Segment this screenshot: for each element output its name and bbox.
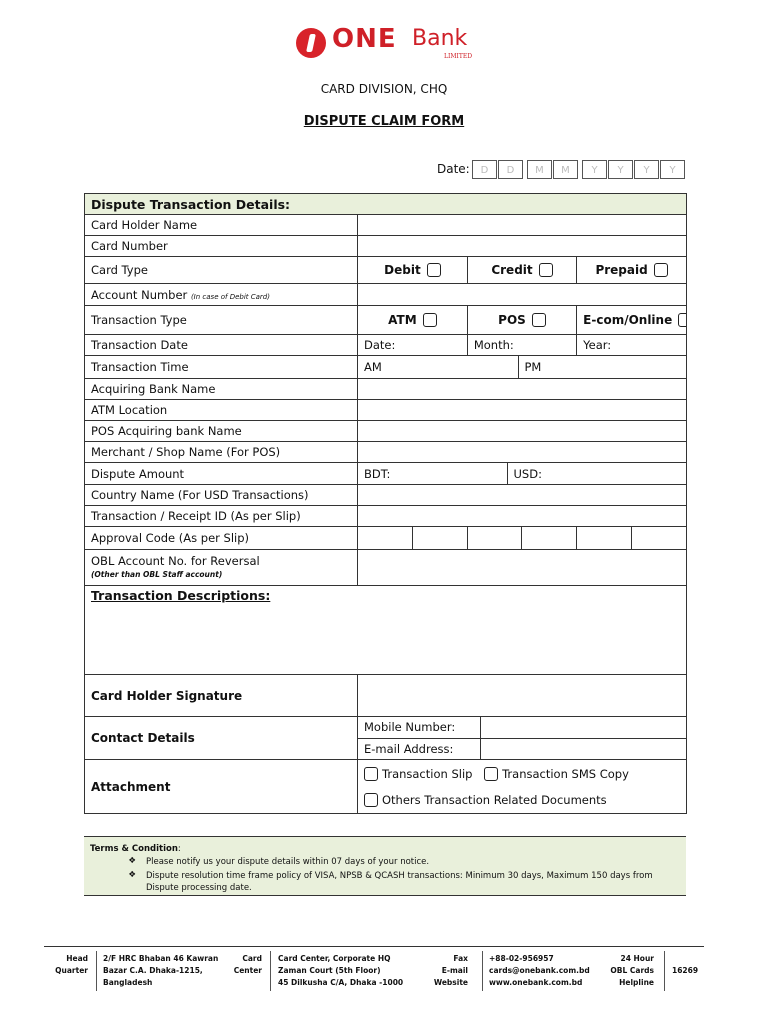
card-number-label: Card Number [85, 236, 358, 257]
logo-mark-icon [296, 28, 326, 58]
card-type-prepaid[interactable] [577, 257, 686, 283]
attachment-label: Attachment [85, 760, 358, 814]
footer-email-link[interactable]: cards@onebank.com.bd [489, 966, 590, 975]
approval-code-boxes [358, 527, 687, 550]
contact-details-label: Contact Details [85, 717, 358, 760]
signature-label: Card Holder Signature [85, 675, 358, 717]
transaction-date-year[interactable]: Year: [577, 335, 686, 355]
footer-helpline-1: 24 Hour [620, 954, 654, 963]
transaction-time-pm[interactable]: PM [518, 356, 686, 378]
date-box-y3[interactable]: Y [634, 160, 659, 179]
account-number-label [85, 284, 358, 306]
card-type-label: Card Type [85, 257, 358, 284]
footer-hq-address-2: Bazar C.A. Dhaka-1215, [103, 966, 203, 975]
terms-item [90, 870, 680, 894]
dispute-amount-usd[interactable]: USD: [507, 463, 686, 484]
credit-checkbox[interactable] [539, 263, 553, 277]
footer-hq-label-2: Quarter [55, 966, 88, 975]
footer-hq-address-1: 2/F HRC Bhaban 46 Kawran [103, 954, 219, 963]
approval-code-box[interactable] [577, 527, 632, 549]
transaction-type-label: Transaction Type [85, 306, 358, 335]
other-documents-label: Others Transaction Related Documents [382, 792, 607, 807]
date-box-y1[interactable]: Y [582, 160, 607, 179]
one-bank-logo [296, 24, 476, 64]
transaction-type-options [358, 306, 687, 335]
terms-item-text: Dispute resolution time frame policy of VISA, NPSB & QCASH transactions: Minimum 30 days, Maximum 150 days from Dispute processing date. [146, 871, 653, 893]
debit-label: Debit [384, 262, 421, 277]
footer-helpline-2: OBL Cards [610, 966, 654, 975]
card-holder-name-field[interactable] [358, 215, 687, 236]
footer-cc-address-2: Zaman Court (5th Floor) [278, 966, 381, 975]
footer-contact-values [489, 953, 599, 989]
card-number-field[interactable] [358, 236, 687, 257]
date-box-m2[interactable]: M [553, 160, 578, 179]
pos-checkbox[interactable] [532, 313, 546, 327]
atm-checkbox[interactable] [423, 313, 437, 327]
transaction-slip-checkbox[interactable] [364, 767, 378, 781]
bullet-icon: ❖ [128, 856, 136, 866]
footer-hq-address-3: Bangladesh [103, 978, 153, 987]
prepaid-label: Prepaid [595, 262, 648, 277]
date-box-d2[interactable]: D [498, 160, 523, 179]
footer-hq-label [44, 953, 88, 977]
logo-one-text: ONE [332, 24, 397, 54]
country-label: Country Name (For USD Transactions) [85, 485, 358, 506]
obl-account-field[interactable] [358, 550, 687, 586]
transaction-date-month[interactable]: Month: [467, 335, 576, 355]
terms-colon: : [177, 844, 181, 854]
pos-acquiring-label: POS Acquiring bank Name [85, 421, 358, 442]
dispute-amount-bdt[interactable]: BDT: [364, 466, 391, 481]
form-title [0, 114, 768, 129]
footer-cc-label-1: Card [242, 954, 262, 963]
receipt-id-label: Transaction / Receipt ID (As per Slip) [85, 506, 358, 527]
transaction-date-label: Transaction Date [85, 335, 358, 356]
section-title: Dispute Transaction Details: [85, 194, 687, 215]
dispute-amount-label: Dispute Amount [85, 463, 358, 485]
attachment-row-1 [364, 761, 680, 787]
atm-location-field[interactable] [358, 400, 687, 421]
obl-account-note: (Other than OBL Staff account) [91, 569, 223, 579]
form-title-text: DISPUTE CLAIM FORM [303, 114, 465, 129]
footer-email-label: E-mail [441, 966, 468, 975]
transaction-type-ecom[interactable] [577, 306, 686, 334]
acquiring-bank-label: Acquiring Bank Name [85, 379, 358, 400]
footer-helpline-number: 16269 [672, 966, 699, 975]
date-box-y4[interactable]: Y [660, 160, 685, 179]
footer-cc-label-2: Center [233, 966, 262, 975]
footer-hq-label-1: Head [66, 954, 88, 963]
ecom-checkbox[interactable] [678, 313, 686, 327]
date-label: Date: [437, 162, 470, 176]
account-number-note: (In case of Debit Card) [190, 292, 270, 301]
card-type-credit[interactable] [467, 257, 576, 283]
signature-field[interactable] [358, 675, 687, 717]
contact-details-fields [358, 717, 687, 760]
footer-divider [482, 951, 483, 991]
sms-copy-checkbox[interactable] [484, 767, 498, 781]
transaction-descriptions-label: Transaction Descriptions: [91, 588, 271, 603]
terms-item-text: Please notify us your dispute details within 07 days of your notice. [146, 857, 430, 867]
transaction-type-atm[interactable] [358, 306, 467, 334]
account-number-field[interactable] [358, 284, 687, 306]
date-input-boxes[interactable] [472, 160, 686, 180]
terms-item [90, 856, 680, 868]
receipt-id-field[interactable] [358, 506, 687, 527]
logo-bank-text: Bank [412, 26, 468, 51]
mobile-number-field[interactable] [480, 717, 686, 738]
footer-cc-address-3: 45 Dilkusha C/A, Dhaka -1000 [278, 978, 404, 987]
atm-location-label: ATM Location [85, 400, 358, 421]
country-field[interactable] [358, 485, 687, 506]
terms-title: Terms & Condition [90, 844, 178, 854]
obl-account-text: OBL Account No. for Reversal [91, 553, 260, 568]
debit-checkbox[interactable] [427, 263, 441, 277]
pos-acquiring-field[interactable] [358, 421, 687, 442]
card-holder-name-label: Card Holder Name [85, 215, 358, 236]
ecom-label: E-com/Online [583, 312, 673, 327]
other-documents-checkbox[interactable] [364, 793, 378, 807]
card-division-heading: CARD DIVISION, CHQ [320, 82, 448, 96]
dispute-form-table [84, 193, 687, 814]
date-box-y2[interactable]: Y [608, 160, 633, 179]
attachment-options [358, 760, 687, 814]
footer-fax: +88-02-956957 [489, 954, 554, 963]
date-box-m1[interactable]: M [527, 160, 552, 179]
footer-hq-address [103, 953, 233, 989]
account-number-text: Account Number [91, 287, 188, 302]
transaction-date-fields [358, 335, 687, 356]
obl-account-label [85, 550, 358, 586]
approval-code-box[interactable] [358, 527, 413, 549]
footer-fax-label: Fax [453, 954, 468, 963]
footer-helpline-3: Helpline [619, 978, 654, 987]
transaction-time-am[interactable]: AM [364, 360, 382, 374]
terms-and-conditions [84, 836, 686, 896]
transaction-type-pos[interactable] [467, 306, 576, 334]
footer-divider [270, 951, 271, 991]
pos-label: POS [498, 312, 526, 327]
transaction-slip-label: Transaction Slip [382, 766, 473, 781]
transaction-descriptions-area[interactable] [85, 586, 687, 675]
transaction-date-day[interactable]: Date: [364, 338, 396, 352]
email-address-field[interactable] [480, 738, 686, 759]
footer-cc-address [278, 953, 418, 989]
approval-code-box[interactable] [467, 527, 522, 549]
approval-code-label: Approval Code (As per Slip) [85, 527, 358, 550]
footer-website-link[interactable]: www.onebank.com.bd [489, 978, 583, 987]
credit-label: Credit [491, 262, 533, 277]
transaction-time-label: Transaction Time [85, 356, 358, 379]
approval-code-box[interactable] [631, 527, 686, 549]
footer-contact-labels [422, 953, 468, 989]
approval-code-box[interactable] [522, 527, 577, 549]
footer-cc-label [222, 953, 262, 977]
attachment-row-2 [364, 787, 680, 813]
approval-code-box[interactable] [413, 527, 468, 549]
transaction-time-fields [358, 356, 687, 379]
merchant-label: Merchant / Shop Name (For POS) [85, 442, 358, 463]
footer [44, 946, 704, 993]
prepaid-checkbox[interactable] [654, 263, 668, 277]
sms-copy-label: Transaction SMS Copy [502, 766, 629, 781]
card-type-options [358, 257, 687, 284]
footer-divider [96, 951, 97, 991]
bullet-icon: ❖ [128, 870, 136, 880]
date-box-d1[interactable]: D [472, 160, 497, 179]
footer-web-label: Website [433, 978, 468, 987]
email-address-label: E-mail Address: [358, 738, 480, 759]
merchant-field[interactable] [358, 442, 687, 463]
footer-divider [664, 951, 665, 991]
footer-cc-address-1: Card Center, Corporate HQ [278, 954, 391, 963]
mobile-number-label: Mobile Number: [364, 720, 456, 735]
acquiring-bank-field[interactable] [358, 379, 687, 400]
logo-limited-text: LIMITED [444, 53, 473, 60]
card-type-debit[interactable] [358, 257, 467, 283]
dispute-amount-fields [358, 463, 687, 485]
atm-label: ATM [388, 312, 417, 327]
footer-helpline-label [600, 953, 654, 989]
